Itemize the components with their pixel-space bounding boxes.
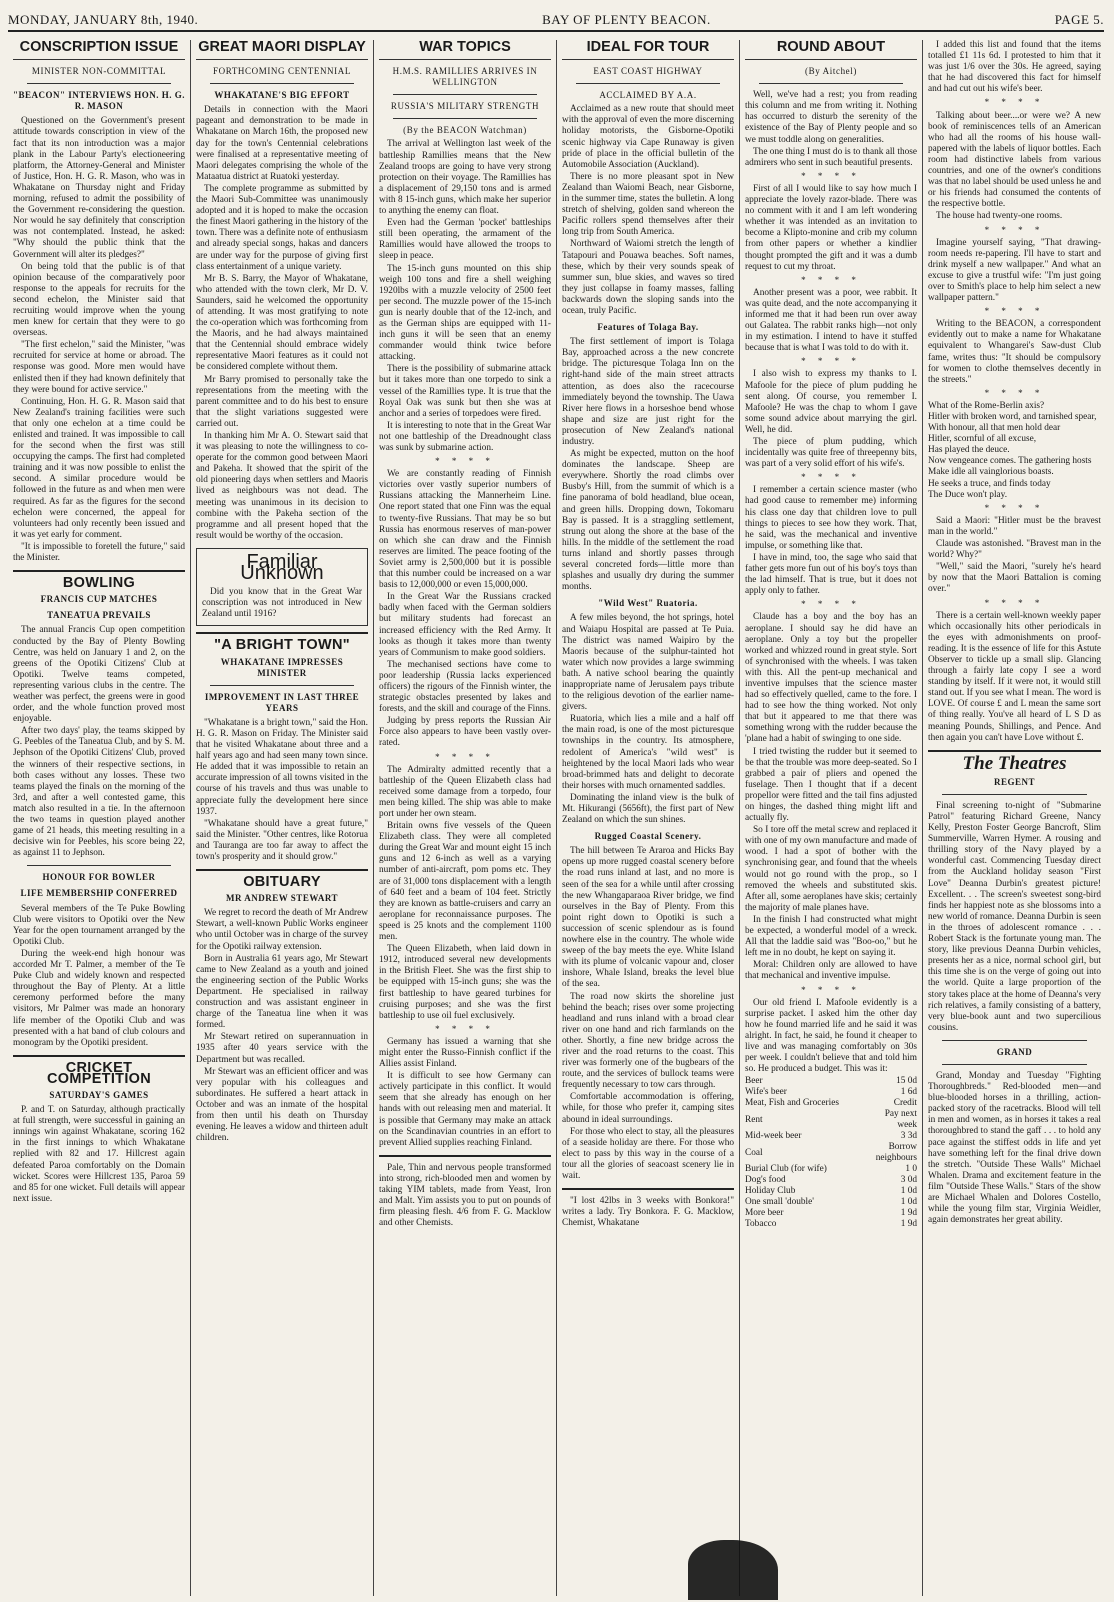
article-subhead: ACCLAIMED BY A.A.: [599, 90, 697, 101]
column-4: [557, 40, 740, 1596]
divider: [210, 83, 354, 84]
article-paragraph: Did you know that in the Great War conscription was not introduced in New Zealand until 1916?: [202, 587, 362, 620]
article-paragraph: In the finish I had constructed what might be expected, a wonderful model of a wreck. All that the laddie said was "Boo-oo," but he left me in no doubt, he kept on saying it.: [745, 914, 917, 959]
article-headline: CONSCRIPTION ISSUE: [13, 40, 185, 60]
budget-row: [745, 1109, 917, 1131]
article-paragraph: Even had the German 'pocket' battleships still been operating, the armament of the Ramillies would have allowed the troops to sleep in peace.: [379, 218, 551, 262]
article-paragraph: Our old friend I. Mafoole evidently is a surprise packet. I asked him the other day how he found married life and he said it was alright. In fact, he said, he found it cheaper to live and was managing comfortably on 30s per week. I couldn't believe that and told him so. He produced a budget. This was it:: [745, 997, 917, 1075]
budget-item: Rent: [745, 1114, 763, 1125]
article-paragraph: The house had twenty-one rooms.: [936, 211, 1063, 222]
poem: [928, 401, 1101, 501]
article-body: [928, 40, 1101, 95]
article-subhead: TANEATUA PREVAILS: [47, 610, 151, 621]
article-paragraph: The one thing I must do is to thank all those admirers who sent in such beautiful presents.: [745, 146, 917, 168]
budget-amount: 3 0d: [900, 1175, 917, 1186]
byline: (By Aitchel): [805, 66, 857, 77]
budget-item: Burial Club (for wife): [745, 1164, 827, 1175]
section-break: * * * *: [984, 224, 1045, 235]
budget-amount: 1 0d: [900, 1197, 917, 1208]
budget-item: Beer: [745, 1076, 763, 1087]
article-paragraph: The arrival at Wellington last week of the battleship Ramillies means that the New Zealand troops are going to have very strong protection on their voyage. The Ramillies has a displacement of 29,150 tons and is armed with 8 15-inch guns, which make her superior to anything the enemy can float.: [379, 139, 551, 217]
article-body: [745, 90, 917, 169]
article-paragraph: There is a certain well-known weekly paper which occasionally hits other periodicals in the eyes with admonishments on proof-reading. It is the essence of life for this Astute Observer to tickle up a small slip. Glancing through a fairly late copy I see a word standing by itself. If it were not, it would still stand out. If you see what I mean. The word is LOVE. Of course £ and L mean the same sort of thing really. You've all heard of L S D as meaning Pounds, Shillings, and Pence. And then again you can't have Love without £.: [928, 610, 1101, 743]
article-paragraph: Well, we've had a rest; you from reading this column and me from writing it. Nothing has occurred to disturb the serenity of the existence of the Bay of Plenty people and so we must toddle along on generalities.: [745, 90, 917, 145]
article-paragraph: "It is impossible to foretell the future," said the Minister.: [13, 541, 185, 564]
article-paragraph: Britain owns five vessels of the Queen Elizabeth class. They were all completed during the Great War and mount eight 15 inch guns and 12 6-inch as well as a varying number of anti-aircraft, pom poms etc. They are of 31,000 tons displacement with a length of 640 feet and a beam of 104 feet. Strictly they are known as battle-cruisers and carry an aeroplane for reconnaissance purposes. The speed is 25 knots and the complement 1100 men.: [379, 821, 551, 943]
article-paragraph: The complete programme as submitted by the Maori Sub-Committee was unanimously adopted and it is hoped to make the occasion the finest Maori gathering in the history of the town. There was a definite note of enthusiasm and already special songs, hakas and dancers are under way for the purpose of giving first class entertainment of a unique variety.: [196, 183, 368, 272]
section-break: * * * *: [984, 387, 1045, 398]
article-subhead: MR ANDREW STEWART: [225, 893, 339, 904]
article-headline: GREAT MAORI DISPLAY: [196, 40, 368, 60]
article-body: [745, 184, 917, 273]
article-paragraph: P. and T. on Saturday, although practically at full strength, were successful in gaining an innings win against Whakatane, scoring 162 in the first innings to which Whakatane replied with 82 and 17. Hillcrest again defeated Paroa comfortably on the Domain wicket. Scores were Hillcrest 135, Paroa 59 and 85 for one wicket. Full details will appear next issue.: [13, 1105, 185, 1204]
divider: [576, 83, 720, 84]
article-paragraph: Northward of Waiomi stretch the length of Tatapouri and Pouawa beaches. Soft names, these, which by their very sounds speak of summer sun, blue skies, and waves so tired they just collapse in foamy masses, falling backwards down the sloping sands into the ocean, truly Pacific.: [562, 239, 734, 316]
column-2: [191, 40, 374, 1596]
section-break: * * * *: [984, 502, 1045, 513]
section-break: * * * *: [435, 456, 495, 467]
article-paragraph: A few miles beyond, the hot springs, hotel and Waiapu Hospital are passed at Te Puia. The district was named Waipiro by the Maoris because of the sulphur-tainted hot water which now provides a large swimming bath. A native school bearing the quaintly inappropriate name of Jerusalem pays tribute to the religious devotion of the earlier name-givers.: [562, 613, 734, 713]
budget-item: Mid-week beer: [745, 1131, 802, 1142]
budget-item: One small 'double': [745, 1197, 814, 1208]
section-break: * * * *: [984, 97, 1045, 108]
article-headline: "A BRIGHT TOWN": [214, 637, 350, 654]
section-break: * * * *: [801, 472, 861, 483]
divider: [13, 570, 185, 572]
divider: [562, 1188, 734, 1190]
article-body: [928, 319, 1101, 386]
masthead: [8, 8, 1104, 32]
article-headline: Familiar Unknown: [240, 550, 324, 585]
budget-row: [745, 1197, 917, 1208]
article-paragraph: So I tore off the metal screw and replaced it with one of my own manufacture and made of wood. I had a spot of bother with the synchronising gear, and found that the wheels would not go round with the prop., so I removed the wheels and substituted skis. After all, some aeroplanes have skis; certainly the majority of male planes have.: [745, 825, 917, 913]
article-paragraph: Mr Barry promised to personally take the representations from the meeting with the parent committee and to do his best to ensure that the slight variations suggested were carried out.: [196, 374, 368, 429]
divider: [393, 94, 537, 95]
article-paragraph: As might be expected, mutton on the hoof dominates the landscape. Sheep are everywhere. Shortly the road climbs over Busby's Hill, from the summit of which is a fine panorama of bold headland, blue ocean, and green hills. Dropping down, Tokomaru Bay is passed. It is a straggling settlement, strung out along the shore at the base of the hills. In the middle of the settlement the road turns inland and shortly passes through several concreted fords—little more than splashes and usually dry during the summer months.: [562, 449, 734, 593]
article-body: [562, 104, 734, 317]
article-subhead: FORTHCOMING CENTENNIAL: [213, 66, 351, 77]
divider: [942, 1064, 1087, 1065]
article-paragraph: We regret to record the death of Mr Andrew Stewart, a well-known Public Works engineer who until October was in charge of the survey for the Opotiki railway extension.: [196, 908, 368, 952]
article-subhead: IMPROVEMENT IN LAST THREE YEARS: [204, 691, 360, 713]
budget-amount: 1 0: [905, 1164, 917, 1175]
article-subhead: EAST COAST HIGHWAY: [593, 66, 703, 77]
divider: [942, 1040, 1087, 1041]
section-break: * * * *: [435, 1023, 495, 1034]
poem-line: Hitler, scornful of all excuse,: [928, 434, 1037, 445]
budget-amount: Pay next week: [884, 1109, 917, 1131]
divider: [27, 865, 171, 866]
article-body: [379, 1037, 551, 1149]
article-paragraph: The Admiralty admitted recently that a battleship of the Queen Elizabeth class had received some damage from a torpedo, four men being killed. The ship was able to make port under her own steam.: [379, 764, 551, 819]
article-subhead: GRAND: [996, 1046, 1033, 1057]
article-body: [13, 625, 185, 859]
article-body: [196, 105, 368, 542]
budget-row: [745, 1186, 917, 1197]
article-paragraph: The first settlement of import is Tolaga Bay, approached across a the new concrete bridge. The picturesque Tolaga Inn on the right-hand side of the main street attracts attention, as does also the racecourse immediately beyond the township. The Uawa River here flows in a horseshoe bend whose shape and size are just right for the prosecution of New Zealand's national industry.: [562, 337, 734, 447]
article-subhead: H.M.S. RAMILLIES ARRIVES IN WELLINGTON: [392, 66, 538, 88]
article-body: [562, 613, 734, 826]
article-body: [13, 1105, 185, 1205]
article-paragraph: The Queen Elizabeth, when laid down in 1912, introduced several new developments in the British Fleet. She was the first ship to be equipped with 15-inch guns; she was the first battleship to have geared turbines for cruising purposes; and she was the first battleship to use oil fuel exclusively.: [379, 944, 551, 1021]
budget-row: [745, 1131, 917, 1142]
section-break: * * * *: [984, 306, 1045, 317]
article-body: [379, 139, 551, 454]
article-paragraph: Claude was astonished. "Bravest man in the world? Why?": [928, 539, 1101, 561]
article-paragraph: Dominating the inland view is the bulk of Mt. Hikurangi (5656ft), the first part of New Zealand on which the sun shines.: [562, 792, 734, 826]
article-subhead: MINISTER NON-COMMITTAL: [31, 66, 167, 77]
article-body: [379, 765, 551, 1022]
article-paragraph: Talking about beer....or were we? A new book of reminiscences tells of an American who had all the rooms of his house wall-papered with the labels of liquor bottles. Each room had distinctive labels from various countries, and one of the owner's conditions was that no label should be used unless he and or his friends had consumed the contents of the respective bottle.: [928, 110, 1101, 210]
poem-line: With honour, all that men hold dear: [928, 423, 1061, 434]
article-body: [745, 485, 917, 597]
article-paragraph: Writing to the BEACON, a correspondent evidently out to make a name for Whakatane equivalent to Whangarei's Saw-dust Club fame, writes thus: "It should be compulsory for women to clothe themselves decently in the streets.": [928, 319, 1101, 385]
divider: [759, 83, 903, 84]
divider: [27, 83, 171, 84]
article-body: [928, 238, 1101, 305]
column-1: [8, 40, 191, 1596]
article-paragraph: I added this list and found that the items totalled £1 11s 6d. I protested to him that it was just 1/6 over the 30s. He agreed, saying that he had discovered this fact for himself and had cut out his wife's beer.: [928, 40, 1101, 95]
article-headline: HONOUR FOR BOWLER: [42, 872, 156, 883]
article-subhead: FRANCIS CUP MATCHES: [40, 594, 158, 605]
budget-amount: 1 0d: [900, 1186, 917, 1197]
article-headline: ROUND ABOUT: [745, 40, 917, 60]
article-paragraph: I also wish to express my thanks to I. Mafoole for the piece of plum pudding he sent along. Of course, you remember I. Mafoole? He was the chap to whom I gave some sound advice about marrying the girl. Well, he did.: [745, 369, 917, 435]
article-paragraph: Mr Stewart retired on superannuation in 1935 after 40 years service with the Department but was recalled.: [196, 1032, 368, 1065]
article-paragraph: Born in Australia 61 years ago, Mr Stewart came to New Zealand as a youth and joined the engineering section of the Public Works Department. He specialised in railway construction and was assistant engineer in charge of the Taneatua line when it was formed.: [196, 953, 368, 1031]
article-paragraph: I have in mind, too, the sage who said that father gets more fun out of his boy's toys than the lad himself. That is true, but it does not apply only to father.: [745, 552, 917, 597]
section-break: * * * *: [984, 597, 1045, 608]
article-paragraph: I remember a certain science master (who had good cause to remember me) informing his class one day that children love to pull things to pieces to see how they work. That, he said, was the mechanical and inventive impulse, or something like that.: [745, 485, 917, 551]
article-headline: BOWLING: [62, 575, 136, 592]
poem-line: Has played the deuce.: [928, 445, 1010, 456]
budget-row: [745, 1175, 917, 1186]
article-paragraph: "Well," said the Maori, "surely he's heard by now that the Maori Battalion is coming over.": [928, 562, 1101, 595]
budget-row: [745, 1164, 917, 1175]
article-paragraph: Another present was a poor, wee rabbit. It was quite dead, and the note accompanying it informed me that it had been run over away out Galatea. The rabbit ranks high—not only in my estimation. I intend to have it stuffed because that is what I was told to do with it.: [745, 287, 917, 354]
poem-line: What of the Rome-Berlin axis?: [928, 400, 1045, 411]
divider: [196, 869, 368, 871]
poem-line: He seeks a truce, and finds today: [928, 478, 1051, 489]
masthead-page: PAGE 5.: [1054, 12, 1104, 27]
poem-line: The Duce won't play.: [928, 489, 1008, 500]
budget-item: Wife's beer: [745, 1087, 787, 1098]
budget-table: [745, 1076, 917, 1230]
article-subhead: WHAKATANE IMPRESSES MINISTER: [220, 656, 344, 678]
advertisement: Pale, Thin and nervous people transformed into strong, rich-blooded men and women by taking YIM tablets, made from Yeast, Iron and Malt. Yim assists you to put on pounds of firm pleasing flesh. 4/6 from F. G. Macklow and other Chemists.: [379, 1162, 551, 1229]
article-paragraph: We are constantly reading of Finnish victories over vastly superior numbers of Russians attacking the Mannerheim Line. One report stated that one Finn was the equal to twenty-five Russians. That may be so but Russia has enormous reserves of man-power on which she can draw and the Finnish reserves are limited. The peace footing of the Soviet army is 2,500,000 but it is possible that this number could be increased on a war basis to 12,000,000 or even 15,000,000.: [379, 469, 551, 591]
masthead-date: MONDAY, JANUARY 8th, 1940.: [8, 12, 199, 27]
poem-line: Hitler with broken word, and tarnished spear,: [928, 412, 1097, 422]
article-body: [379, 469, 551, 749]
columns: [8, 40, 1106, 1596]
article-body: [928, 1071, 1101, 1226]
divider: [13, 1055, 185, 1057]
familiar-unknown-box: [196, 548, 368, 626]
article-body: [13, 116, 185, 564]
ink-blot: [688, 1540, 778, 1600]
budget-amount: 1 9d: [900, 1219, 917, 1230]
article-body: [562, 846, 734, 1182]
article-paragraph: The 15-inch guns mounted on this ship weigh 100 tons and fire a shell weighing 1920lbs with a muzzle velocity of 2500 feet per second. The muzzle power of the 15-inch gun is nearly double that of the 12-inch, and as the German ships are equipped with 11-inch guns it will be seen that an enemy commander would think twice before attacking.: [379, 263, 551, 363]
article-subhead: REGENT: [993, 776, 1035, 787]
section-break: * * * *: [801, 356, 861, 367]
budget-item: Meat, Fish and Groceries: [745, 1098, 839, 1109]
article-paragraph: Questioned on the Government's present attitude towards conscription in view of the fact that its non introduction was a major plank in the Labour Party's electioneering platform, the Attorney-General and Minister of Justice, Hon. H. G. R. Mason, who was in Whakatane on Thursday night and Friday morning, refused to admit the possibility of the Government re-considering the question. Nor would he say definitely that conscription was not contemplated. Instead, he asked: "Why should the public think that the Government will alter its pledges?": [13, 116, 185, 260]
article-paragraph: There is no more pleasant spot in New Zealand than Waiomi Beach, near Gisborne, in the summer time, states the bulletin. A long stretch of shelving, golden sand whereon the Pacific rollers spend themselves after their long trip from South America.: [562, 171, 734, 238]
budget-item: Tobacco: [745, 1219, 777, 1230]
article-paragraph: Ruatoria, which lies a mile and a half off the main road, is one of the most picturesque townships in the country. Its atmosphere, redolent of America's "wild west" is heightened by the local Maori lads who wear broad-brimmed hats and delight to decorate their horses with much ornamented saddles.: [562, 714, 734, 791]
article-paragraph: It is difficult to see how Germany can actively participate in this conflict. It would seem that she already has enough on her hands with out releasing men and material. It is possible that Germany may make an attack on the Scandinavian countries in an effort to prevent Allied supplies reaching Finland.: [379, 1071, 551, 1148]
masthead-paper: BAY OF PLENTY BEACON.: [542, 12, 711, 27]
budget-item: More beer: [745, 1208, 784, 1219]
article-paragraph: Imagine yourself saying, "That drawing-room needs re-papering. I'll have to start and drink myself a new wallpaper." And what an excuse to give a trustful wife: "I'm just going over to Smith's place to help him select a new wallpaper pattern.": [928, 237, 1101, 304]
article-headline: The Theatres: [962, 752, 1067, 774]
article-body: [196, 718, 368, 863]
byline: (By the BEACON Watchman): [403, 125, 527, 136]
article-paragraph: After two days' play, the teams skipped by G. Peebles of the Taneatua Club, and by S. M. Jephson of the Opotiki Citizens' Club, proved the winners of their respective sections, in both cases without any losses. These two teams played the finals on the morning of the 3rd, and after a well contested game, this match also resulted in a tie. In the afternoon the two teams in question played another game of 21 heads, this meeting resulting in a decisive win for Peebles, his score being 22, as against 11 to Jephson.: [13, 726, 185, 859]
article-paragraph: There is the possibility of submarine attack but it takes more than one torpedo to sink a vessel of the Ramillies type. It is true that the Royal Oak was sunk but then she was at anchor and a series of torpedoes were fired.: [379, 364, 551, 419]
budget-amount: 1 6d: [900, 1087, 917, 1098]
budget-row: [745, 1076, 917, 1087]
budget-row: [745, 1098, 917, 1109]
article-paragraph: "Whakatane should have a great future," said the Minister. "Other centres, like Rotorua and Tauranga are too far away to affect the town's prosperity and it should grow.": [196, 818, 368, 862]
section-subhead: "Wild West" Ruatoria.: [598, 598, 698, 609]
budget-amount: 3 3d: [900, 1131, 917, 1142]
article-subhead: "BEACON" INTERVIEWS HON. H. G. R. MASON: [13, 90, 185, 112]
article-headline: CRICKET COMPETITION: [47, 1059, 151, 1087]
budget-item: Dog's food: [745, 1175, 786, 1186]
article-paragraph: Judging by press reports the Russian Air Force also appears to have been vastly over-rated.: [379, 716, 551, 749]
article-body: [196, 908, 368, 1144]
article-body: [928, 611, 1101, 744]
poem-line: Make idle all vainglorious boasts.: [928, 467, 1054, 478]
budget-amount: Credit: [893, 1098, 917, 1109]
article-paragraph: Mr Stewart was an efficient officer and was very popular with his colleagues and subordinates. He suffered a heart attack in October and was an inmate of the hospital from then until his death on Thursday evening. He leaves a widow and thirteen adult children.: [196, 1066, 368, 1144]
article-headline: OBITUARY: [243, 874, 321, 891]
article-paragraph: The road now skirts the shoreline just behind the beach; rises over some projecting headland and runs inland with a broad clear river on one hand and rich farmlands on the other. Shortly, a fine new bridge across the river and the road returns to the coast. This river was formerly one of the bugbears of the route, and the services of bullock teams were frequently necessary to tow cars through.: [562, 991, 734, 1091]
article-headline: WAR TOPICS: [379, 40, 551, 60]
article-paragraph: "The first echelon," said the Minister, "was recruited for service at home or abroad. The response was good. More men would have enlisted then if they had known definitely that they were bound for active service.": [13, 340, 185, 395]
column-3: [374, 40, 557, 1596]
section-subhead: Rugged Coastal Scenery.: [594, 831, 702, 842]
article-subhead: RUSSIA'S MILITARY STRENGTH: [390, 101, 540, 112]
divider: [210, 685, 354, 686]
article-paragraph: Grand, Monday and Tuesday "Fighting Thoroughbreds." Red-blooded men—and blue-blooded horses in a thrilling, action-packed story of the racetracks. Blood will tell in men and women, as in horses it takes a real thoroughbred to stand the gaff . . . to hold any pace against the stiffest odds in life and yet have something left for the final drive down the stretch. "Outside These Walls" Michael Whalen. Drama and excitement feature in the film "Outside These Walls." Stars of the show are Michael Whalen and Dolores Costello, while the young film star, Virginia Weidler, again demonstrates her great ability.: [928, 1070, 1101, 1226]
article-paragraph: In the Great War the Russians cracked badly when faced with the German soldiers but military students had forecast an increased efficiency with the Red Army. It looks as though it takes more than twenty years of Communism to make good soldiers.: [379, 592, 551, 658]
divider: [393, 118, 537, 119]
divider: [196, 632, 368, 634]
article-body: [745, 288, 917, 355]
section-break: * * * *: [435, 751, 495, 762]
column-5: [740, 40, 923, 1596]
article-paragraph: Several members of the Te Puke Bowling Club were visitors to Opotiki over the New Year for the open tournament arranged by the Opotiki Club.: [13, 903, 185, 947]
article-body: [745, 369, 917, 470]
article-paragraph: In thanking him Mr A. O. Stewart said that it was pleasing to note the willingness to co-operate for the common good between Maori and Pakeha. It showed that the spirit of the old pioneering days when settlers and Maoris lived as neighbours was not dead. The meeting was unanimous in its decision to combine with the Pakeha section of the programme and all present hoped that the result would be worthy of the occasion.: [196, 431, 368, 541]
section-break: * * * *: [801, 274, 861, 285]
article-paragraph: I tried twisting the rudder but it seemed to be that the trouble was more deep-seated. So I grabbed a pair of pliers and opened the fuselage. Then I thought that if a decent propellor were fitted and the tail fins adjusted on hinges, the dashed thing might lift and actually fly.: [745, 746, 917, 824]
article-paragraph: Continuing, Hon. H. G. R. Mason said that New Zealand's training facilities were such that only one echelon at a time could be enlisted and trained. It was impossible to call for the second when the first was still occupying the camps. The first had completed training and it was now possible to enlist the second. A similar procedure would be followed in the future as and when men were required. As far as the figures for the second echelon were concerned, the appeal for volunteers had only recently been issued and it was yet early for comment.: [13, 396, 185, 540]
budget-row: [745, 1208, 917, 1219]
budget-row: [745, 1142, 917, 1164]
article-body: [562, 337, 734, 593]
article-subhead: SATURDAY'S GAMES: [49, 1089, 149, 1100]
article-paragraph: On being told that the public is of that opinion because of the comparatively poor response to the appeals for recruits for the second echelon, the Minister said that recruiting would improve when the young men knew for certain that they were to go overseas.: [13, 261, 185, 339]
article-paragraph: First of all I would like to say how much I appreciate the lovely razor-blade. There was no comment with it and I am left wondering whether it was intended as an invitation to become a Klipto-monine and crib my column from other papers or whether a kindlier thought prompted the gift and it was a dumb request to cut my throat.: [745, 183, 917, 272]
budget-amount: 1 9d: [900, 1208, 917, 1219]
article-paragraph: Acclaimed as a new route that should meet with the approval of even the more discerning holiday motorists, the Gisborne-Opotiki scenic highway via Cape Runaway is given pride of place in the official bulletin of the Automobile Association (Auckland).: [562, 104, 734, 170]
article-body: [928, 516, 1101, 596]
article-headline: IDEAL FOR TOUR: [562, 40, 734, 60]
article-subhead: LIFE MEMBERSHIP CONFERRED: [20, 888, 178, 899]
section-subhead: Features of Tolaga Bay.: [597, 322, 699, 333]
budget-row: [745, 1087, 917, 1098]
article-paragraph: Claude has a boy and the boy has an aeroplane. I should say he did have an aeroplane. Only a toy but the propeller worked and whizzed round in great style. Sort of synchronised with the wheels. I was taken with this. All the pent-up mechanical and inventive impulses that the science master had so effectively quelled, came to the fore. I had to see how the thing worked. Not only that but it appeared to me that there was something wrong with the rudder because the 'plane had a habit of swinging to one side.: [745, 612, 917, 745]
article-paragraph: During the week-end high honour was accorded Mr T. Palmer, a member of the Te Puke Club and widely known and respected throughout the Bay of Plenty. At a little ceremony performed before the many visitors, Mr Palmer was made an honorary life member of the Opotiki Club and was presented with a hat band of club colours and monogram by the Opotiki president.: [13, 948, 185, 1048]
article-paragraph: Said a Maori: "Hitler must be the bravest man in the world.": [928, 515, 1101, 537]
divider: [928, 750, 1101, 752]
article-paragraph: Germany has issued a warning that she might enter the Russo-Finnish conflict if the Allies assist Finland.: [379, 1036, 551, 1070]
budget-item: Holiday Club: [745, 1186, 796, 1197]
budget-amount: 15 0d: [896, 1076, 917, 1087]
article-body: [928, 801, 1101, 1034]
article-body: [928, 111, 1101, 223]
article-paragraph: It is interesting to note that in the Great War not one battleship of the Dreadnought class was sunk by submarine action.: [379, 420, 551, 453]
article-body: [745, 612, 917, 982]
article-paragraph: The piece of plum pudding, which incidentally was quite free of threepenny bits, was part of a very solid effort of his wife's.: [745, 437, 917, 470]
section-break: * * * *: [801, 170, 861, 181]
column-6: [923, 40, 1106, 1596]
divider: [379, 1155, 551, 1157]
divider: [942, 794, 1087, 795]
section-break: * * * *: [801, 984, 861, 995]
section-break: * * * *: [801, 599, 861, 610]
budget-amount: Borrow neighbours: [875, 1142, 918, 1164]
article-paragraph: Final screening to-night of "Submarine Patrol" featuring Richard Greene, Nancy Kelly, Preston Foster George Bancroft, Slim Summerville, Warren Hymer. A rousing and thrilling story of the Navy played by a wonderful cast. Commencing Tuesday direct from the Auckland holiday season "First Love" Deanna Durbin's greatest picture! Excellent. . . The screen's sweetest song-bird finds her happiest note as she blossoms into a new world of romance. Deanna Durbin is seen in the throes of adolescent romance . . . Robert Stack is the fortunate young man. The story, like previous Deanna Durbin vehicles, presents her as a nice, normal school girl, but this time she is on the verge of going out into the world. Quite a large proportion of the story takes place at the home of Deanna's very rich relatives, a family consisting of a battery, very blue-book aunt and two supercilious cousins.: [928, 800, 1101, 1033]
article-paragraph: Moral: Children only are allowed to have that mechanical and inventive impulse.: [745, 960, 917, 982]
article-body: [745, 998, 917, 1076]
article-paragraph: Details in connection with the Maori pageant and demonstration to be made in Whakatane on March 16th, the proposed new day for the town's Centennial celebrations were finalised at a representative meeting of Maori delegates comprising the whole of the Mataatua district at Ruatoki yesterday.: [196, 105, 368, 182]
poem-line: Now vengeance comes. The gathering hosts: [928, 456, 1092, 467]
article-paragraph: "Whakatane is a bright town," said the Hon. H. G. R. Mason on Friday. The Minister said that he visited Whakatane about three and a half years ago and had seen many town since. He added that it was impossible to retain an accurate impression of all towns visited in the course of his travels and thus was unable to appreciate fully the development here since 1937.: [196, 717, 368, 817]
article-paragraph: The annual Francis Cup open competition conducted by the Bay of Plenty Bowling Centre, was held on January 1 and 2, on the greens of the Opotiki Citizens' Club at Opotiki. Twelve teams competed, representing various clubs in the centre. The weather was perfect, the greens were in good order, and the whole function proved most enjoyable.: [13, 625, 185, 725]
article-paragraph: Comfortable accommodation is offering, while, for those who prefer it, camping sites abound in ideal surroundings.: [562, 1092, 734, 1125]
article-paragraph: Mr B. S. Barry, the Mayor of Whakatane, who attended with the town clerk, Mr D. V. Saunders, said he welcomed the opportunity of attending. It was most gratifying to note the co-operation which was forthcoming from the Maoris, and he had always maintained that the Centennial should embrace widely representative Maori features as it could not be considered complete without them.: [196, 273, 368, 373]
article-paragraph: The hill between Te Araroa and Hicks Bay opens up more rugged coastal scenery before the road runs inland at last, and no more is seen of the sea for a while until after crossing the new Whangaparaoa River bridge, we find ourselves in the Bay of Plenty. From this point right down to Opotiki is such a succession of scenic splendour as is found nowhere else in the country. The whole wide sweep of the bay meets the eye. White Island with its plume of volcanic vapour and, closer inshore, Whale Island, breaks the level blue of the sea.: [562, 846, 734, 990]
article-paragraph: The mechanised sections have come to poor leadership (Russia lacks experienced officers) the rigours of the Finnish winter, the strategic obstacles presented by lakes and forests, and the skill and courage of the Finns.: [379, 659, 551, 715]
advertisement: "I lost 42lbs in 3 weeks with Bonkora!" writes a lady. Try Bonkora. F. G. Macklow, Chemist, Whakatane: [562, 1196, 734, 1229]
article-subhead: WHAKATANE'S BIG EFFORT: [214, 90, 350, 101]
budget-item: Coal: [745, 1147, 763, 1158]
article-body: [13, 904, 185, 1049]
budget-row: [745, 1219, 917, 1230]
article-paragraph: For those who elect to stay, all the pleasures of a seaside holiday are there. For those who elect to pass by this way in the course of a tour all the glories of seacoast scenery lie in wait.: [562, 1126, 734, 1181]
